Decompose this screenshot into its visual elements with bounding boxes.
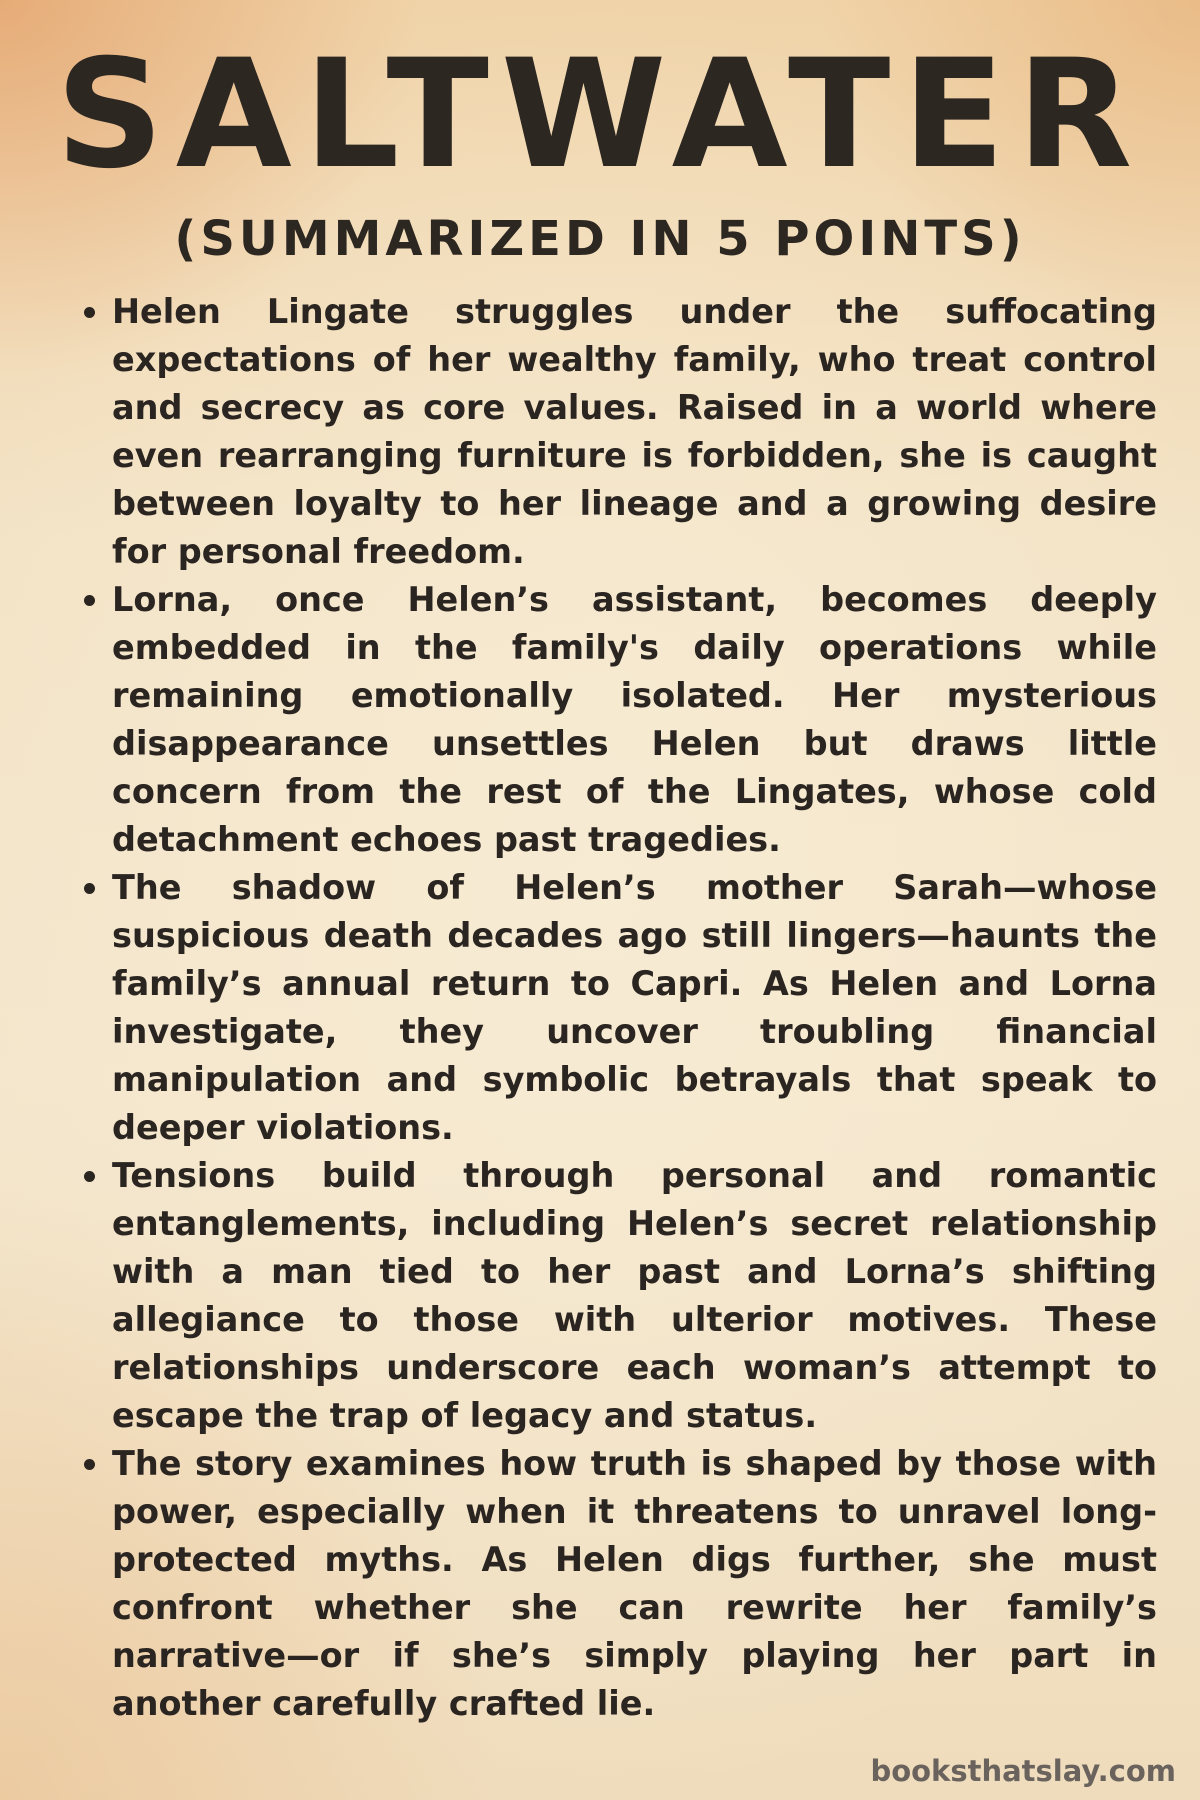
summary-point-text: Lorna, once Helen’s assistant, becomes deeply embedded in the family's daily operations while remaining emotionally isolated. Her mysterious disappearance unsettles Helen but draws little concern from the rest of the Lingates, whose cold detachment echoes past tragedies. xyxy=(112,580,1157,859)
website-watermark: booksthatslay.com xyxy=(870,1754,1176,1788)
summary-point-3 xyxy=(112,864,1157,1152)
summary-point-1 xyxy=(112,288,1157,576)
bullet-dot-icon xyxy=(84,595,95,606)
bullet-dot-icon xyxy=(84,883,95,894)
summary-point-4 xyxy=(112,1152,1157,1440)
summary-point-text: The shadow of Helen’s mother Sarah—whose suspicious death decades ago still lingers—haunts the family’s annual return to Capri. As Helen and Lorna investigate, they uncover troubling financial manipulation and symbolic betrayals that speak to deeper violations. xyxy=(112,868,1157,1147)
summary-points-list xyxy=(80,288,1157,1728)
bullet-dot-icon xyxy=(84,307,95,318)
book-title: SALTWATER xyxy=(55,28,1145,202)
bullet-dot-icon xyxy=(84,1459,95,1470)
summary-point-2 xyxy=(112,576,1157,864)
book-subtitle: (SUMMARIZED IN 5 POINTS) xyxy=(174,211,1026,267)
summary-point-text: Helen Lingate struggles under the suffocating expectations of her wealthy family, who treat control and secrecy as core values. Raised in a world where even rearranging furniture is forbidden, she is caught between loyalty to her lineage and a growing desire for personal freedom. xyxy=(112,292,1157,571)
bullet-dot-icon xyxy=(84,1171,95,1182)
summary-point-text: Tensions build through personal and romantic entanglements, including Helen’s secret relationship with a man tied to her past and Lorna’s shifting allegiance to those with ulterior motives. These relationships underscore each woman’s attempt to escape the trap of legacy and status. xyxy=(112,1156,1157,1435)
summary-point-5 xyxy=(112,1440,1157,1728)
summary-point-text: The story examines how truth is shaped by those with power, especially when it threatens to unravel long-protected myths. As Helen digs further, she must confront whether she can rewrite her family’s narrative—or if she’s simply playing her part in another carefully crafted lie. xyxy=(112,1444,1157,1723)
